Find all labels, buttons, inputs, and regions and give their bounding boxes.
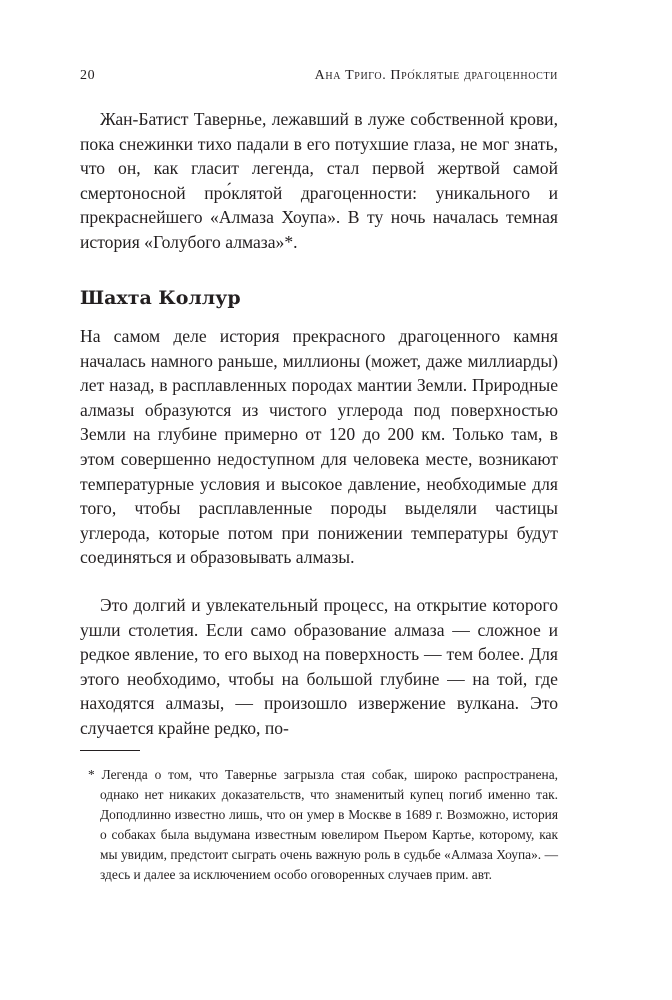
footnote-text: * Легенда о том, что Тавернье загрызла стая собак, широко распространена, однако нет никаких доказательств, что знаменитый купец погиб именно так. Доподлинно известно лишь, что он умер в Москве в 1689 г. Возможно, история о собаках была выдумана известным ювелиром Пьером Картье, которому, как мы увидим, предстоит сыграть очень важную роль в судьбе «Алмаза Хоупа». — здесь и далее за исключением особо оговоренных случаев прим. авт. <box>88 767 558 882</box>
footnote-divider <box>80 750 140 751</box>
text-block-intro <box>80 107 558 255</box>
text-block-continuation <box>80 593 558 741</box>
paragraph-intro: Жан-Батист Тавернье, лежавший в луже собственной крови, пока снежинки тихо падали в его потухшие глаза, не мог знать, что он, как гласит легенда, стал первой жертвой самой смертоносной про́клятой драгоценности: уникального и прекраснейшего «Алмаза Хоупа». В ту ночь началась темная история «Голубого алмаза»*. <box>80 109 558 252</box>
section-heading: Шахта Коллур <box>80 287 241 309</box>
paragraph-section-start: На самом деле история прекрасного драгоценного камня началась намного раньше, миллионы (может, даже миллиарды) лет назад, в расплавленных породах мантии Земли. Природные алмазы образуются из чистого углерода под поверхностью Земли на глубине примерно от 120 до 200 км. Только там, в этом совершенно недоступном для человека месте, возникают температурные условия и высокое давление, необходимые для того, чтобы расплавленные породы выделяли частицы углерода, которые потом при понижении температуры будут соединяться и образовывать алмазы. <box>80 326 558 568</box>
text-block-section-start <box>80 324 558 570</box>
page-number: 20 <box>80 68 96 83</box>
running-title: Ана Триго. Про́клятые драгоценности <box>314 68 558 83</box>
paragraph-continuation: Это долгий и увлекательный процесс, на открытие которого ушли столетия. Если само образование алмаза — сложное и редкое явление, то его выход на поверхность — тем более. Для этого необходимо, чтобы на большой глубине — на той, где находятся алмазы, — произошло извержение вулкана. Это случается крайне редко, по- <box>80 595 558 738</box>
running-header <box>80 68 558 88</box>
footnote <box>80 765 558 885</box>
